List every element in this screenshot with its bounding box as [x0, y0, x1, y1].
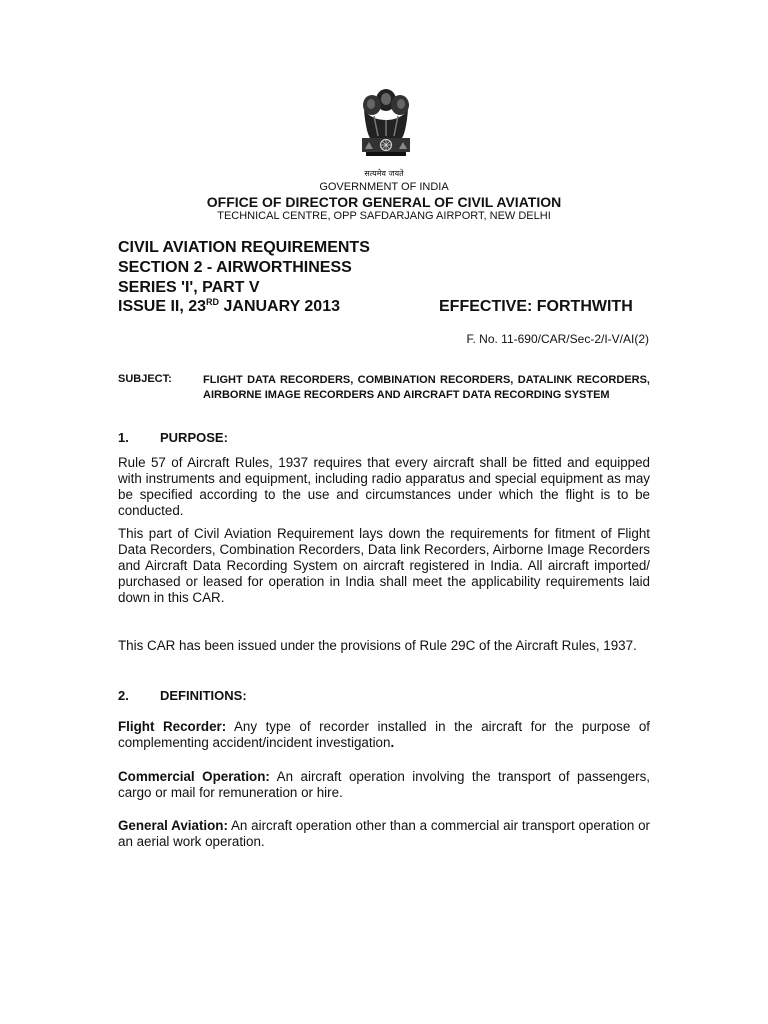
car-title: CIVIL AVIATION REQUIREMENTS — [118, 239, 370, 256]
office-title: OFFICE OF DIRECTOR GENERAL OF CIVIL AVIATION — [206, 194, 562, 210]
section-title: PURPOSE: — [160, 430, 228, 445]
effective-date: EFFECTIVE: FORTHWITH — [439, 298, 633, 315]
issue-suffix: JANUARY 2013 — [219, 298, 340, 315]
definition-term: General Aviation: — [118, 818, 228, 833]
definition-text: Any type of recorder installed in the aircraft for the purpose of complementing accident/incident investigation — [118, 719, 650, 750]
definition-commercial-operation — [118, 769, 650, 801]
definition-text: An aircraft operation other than a commercial air transport operation or an aerial work operation. — [118, 818, 650, 849]
section-number: 2. — [118, 688, 129, 703]
purpose-paragraph-3: This CAR has been issued under the provisions of Rule 29C of the Aircraft Rules, 1937. — [118, 638, 637, 653]
car-issue — [118, 298, 340, 316]
purpose-paragraph-2: This part of Civil Aviation Requirement lays down the requirements for fitment of Flight Data Recorders, Combination Recorders, Data link Recorders, Airborne Image Recorders and Aircraft Data Recording System on aircraft registered in India. All aircraft imported/ purchased or leased for operation in India shall meet the applicability requirements laid down in this CAR. — [118, 526, 650, 605]
definition-term: Commercial Operation: — [118, 769, 270, 784]
car-series: SERIES 'I', PART V — [118, 279, 260, 296]
definition-general-aviation — [118, 818, 650, 850]
definition-term: Flight Recorder: — [118, 719, 227, 734]
issue-superscript: RD — [206, 297, 220, 307]
file-number: F. No. 11-690/CAR/Sec-2/I-V/AI(2) — [466, 332, 649, 346]
section-number: 1. — [118, 430, 129, 445]
section-title: DEFINITIONS: — [160, 688, 247, 703]
subject-text: FLIGHT DATA RECORDERS, COMBINATION RECORDERS, DATALINK RECORDERS, AIRBORNE IMAGE RECORDERS AND AIRCRAFT DATA RECORDING SYSTEM — [203, 374, 650, 401]
section-definitions-heading — [118, 688, 247, 703]
definition-tail: . — [390, 735, 395, 750]
government-line: GOVERNMENT OF INDIA — [319, 181, 449, 193]
purpose-paragraph-1: Rule 57 of Aircraft Rules, 1937 requires that every aircraft shall be fitted and equipped with instruments and equipment, including radio apparatus and special equipment as may be specified according to the use and circumstances under which the flight is to be conducted. — [118, 455, 650, 518]
car-section: SECTION 2 - AIRWORTHINESS — [118, 259, 352, 276]
definition-text: An aircraft operation involving the transport of passengers, cargo or mail for remuneration or hire. — [118, 769, 651, 800]
section-purpose-heading — [118, 430, 228, 445]
issue-prefix: ISSUE II, 23 — [118, 298, 207, 315]
definition-flight-recorder — [118, 719, 650, 751]
ashoka-emblem-icon — [356, 86, 416, 178]
subject-label: SUBJECT: — [118, 373, 172, 385]
office-address: TECHNICAL CENTRE, OPP SAFDARJANG AIRPORT, NEW DELHI — [217, 210, 551, 222]
emblem-motto: सत्यमेव जयते — [364, 169, 404, 178]
